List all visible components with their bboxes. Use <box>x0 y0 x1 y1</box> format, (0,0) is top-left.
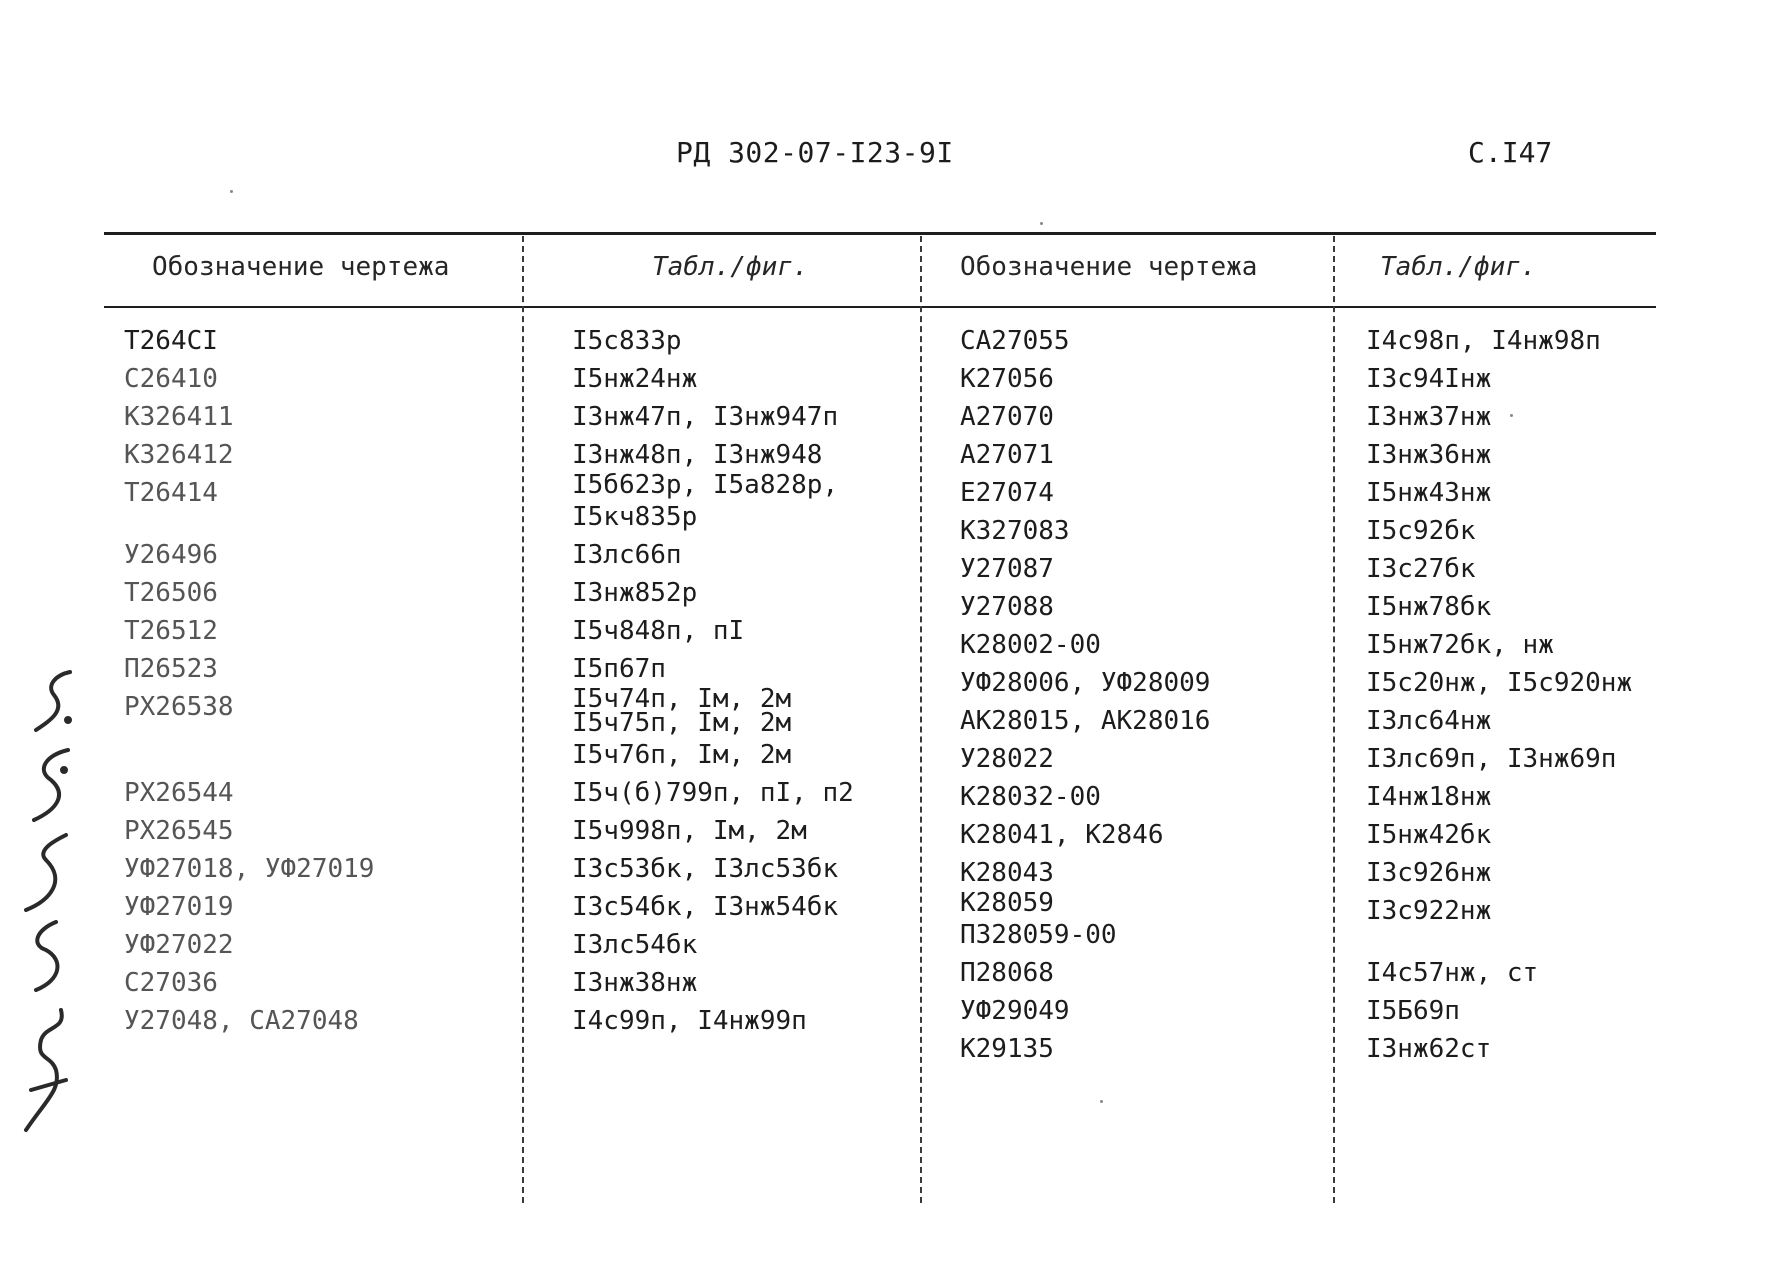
table-cell: А27070 <box>960 402 1054 432</box>
table-cell: I5ч(б)799п, пI, п2 <box>572 778 854 808</box>
scan-speck <box>1040 222 1043 225</box>
table-cell: I5с833р <box>572 326 682 356</box>
table-cell: К326412 <box>124 440 234 470</box>
table-cell: П28068 <box>960 958 1054 988</box>
table-cell: I3нж852р <box>572 578 698 608</box>
scan-speck <box>230 190 233 193</box>
table-cell: У27088 <box>960 592 1054 622</box>
table-cell: I5нж42бк <box>1366 820 1492 850</box>
table-cell: Т26414 <box>124 478 218 508</box>
page-number: С.I47 <box>1468 136 1553 169</box>
table-cell: I3лс69п, I3нж69п <box>1366 744 1617 774</box>
left-drawings-column <box>124 322 374 1040</box>
table-cell: У26496 <box>124 540 218 570</box>
table-cell: К327083 <box>960 516 1070 546</box>
table-cell: С27036 <box>124 968 218 998</box>
table-cell: Т26506 <box>124 578 218 608</box>
table-cell: К28032-00 <box>960 782 1101 812</box>
table-cell: I3нж62ст <box>1366 1034 1492 1064</box>
table-cell: I3нж38нж <box>572 968 698 998</box>
table-cell: УФ27022 <box>124 930 234 960</box>
table-cell: I5п67п <box>572 654 666 684</box>
document-code: РД 302-07-I23-9I <box>676 136 954 169</box>
table-cell: Т26512 <box>124 616 218 646</box>
table-cell: I3лс66п <box>572 540 682 570</box>
table-cell: АК28015, АК28016 <box>960 706 1211 736</box>
scan-speck <box>1100 1100 1103 1103</box>
table-cell: К28002-00 <box>960 630 1101 660</box>
table-cell: I3с54бк, I3нж54бк <box>572 892 839 922</box>
table-cell: I5с20нж, I5с920нж <box>1366 668 1633 698</box>
header-table-left: Табл./фиг. <box>652 252 809 282</box>
header-table-right: Табл./фиг. <box>1380 252 1537 282</box>
table-cell: I4с99п, I4нж99п <box>572 1006 807 1036</box>
table-cell: I3с922нж <box>1366 896 1492 926</box>
table-cell: I5ч76п, Iм, 2м <box>572 740 792 770</box>
handwritten-inventory-note <box>6 660 86 1160</box>
header-drawing-right: Обозначение чертежа <box>960 252 1258 282</box>
table-cell: I5нж24нж <box>572 364 698 394</box>
table-cell: П26523 <box>124 654 218 684</box>
table-cell: I5ч75п, Iм, 2м <box>572 708 792 738</box>
table-cell: С26410 <box>124 364 218 394</box>
table-cell: I5б623р, I5а828р, <box>572 470 839 500</box>
table-cell: I3нж47п, I3нж947п <box>572 402 839 432</box>
table-cell: I5с92бк <box>1366 516 1476 546</box>
table-top-rule <box>104 232 1656 235</box>
table-cell: I4с98п, I4нж98п <box>1366 326 1601 356</box>
table-cell: I3с53бк, I3лс53бк <box>572 854 839 884</box>
table-cell: I4с57нж, ст <box>1366 958 1539 988</box>
table-cell: I5нж78бк <box>1366 592 1492 622</box>
table-cell: I3с926нж <box>1366 858 1492 888</box>
table-cell: Т264СI <box>124 326 218 356</box>
table-cell: I3нж36нж <box>1366 440 1492 470</box>
table-cell: I3лс54бк <box>572 930 698 960</box>
table-cell: РХ26544 <box>124 778 234 808</box>
table-cell: I3с94Iнж <box>1366 364 1492 394</box>
left-tables-column <box>572 322 854 1040</box>
table-cell: К28059 <box>960 888 1054 918</box>
table-cell: У27048, СА27048 <box>124 1006 359 1036</box>
table-cell: К28043 <box>960 858 1054 888</box>
table-cell: П328059-00 <box>960 920 1117 950</box>
table-cell: I3нж37нж <box>1366 402 1492 432</box>
table-cell: К27056 <box>960 364 1054 394</box>
table-cell: УФ29049 <box>960 996 1070 1026</box>
table-cell: I5кч835р <box>572 502 698 532</box>
table-cell: У27087 <box>960 554 1054 584</box>
table-cell: I5ч998п, Iм, 2м <box>572 816 807 846</box>
table-cell: I3с27бк <box>1366 554 1476 584</box>
right-tables-column <box>1366 322 1632 1068</box>
table-cell: I5нж72бк, нж <box>1366 630 1554 660</box>
table-cell: I3нж48п, I3нж948 <box>572 440 823 470</box>
right-drawings-column <box>960 322 1210 1068</box>
table-cell: I5ч848п, пI <box>572 616 745 646</box>
table-cell: РХ26545 <box>124 816 234 846</box>
scan-speck <box>1510 414 1513 417</box>
column-divider-2 <box>920 236 922 1203</box>
table-cell: У28022 <box>960 744 1054 774</box>
column-divider-1 <box>522 236 524 1203</box>
table-cell: УФ28006, УФ28009 <box>960 668 1211 698</box>
table-cell: А27071 <box>960 440 1054 470</box>
table-cell: I5ч74п, Iм, 2м <box>572 684 792 714</box>
table-cell: Е27074 <box>960 478 1054 508</box>
table-cell: I3лс64нж <box>1366 706 1492 736</box>
table-cell: К28041, К2846 <box>960 820 1164 850</box>
table-cell: СА27055 <box>960 326 1070 356</box>
table-header-rule <box>104 306 1656 308</box>
table-cell: I5Б69п <box>1366 996 1460 1026</box>
table-cell: I5нж43нж <box>1366 478 1492 508</box>
table-cell: УФ27019 <box>124 892 234 922</box>
table-cell: I4нж18нж <box>1366 782 1492 812</box>
table-cell: РХ26538 <box>124 692 234 722</box>
column-divider-3 <box>1333 236 1335 1203</box>
table-cell: К29135 <box>960 1034 1054 1064</box>
table-cell: К326411 <box>124 402 234 432</box>
header-drawing-left: Обозначение чертежа <box>152 252 450 282</box>
table-cell: УФ27018, УФ27019 <box>124 854 375 884</box>
